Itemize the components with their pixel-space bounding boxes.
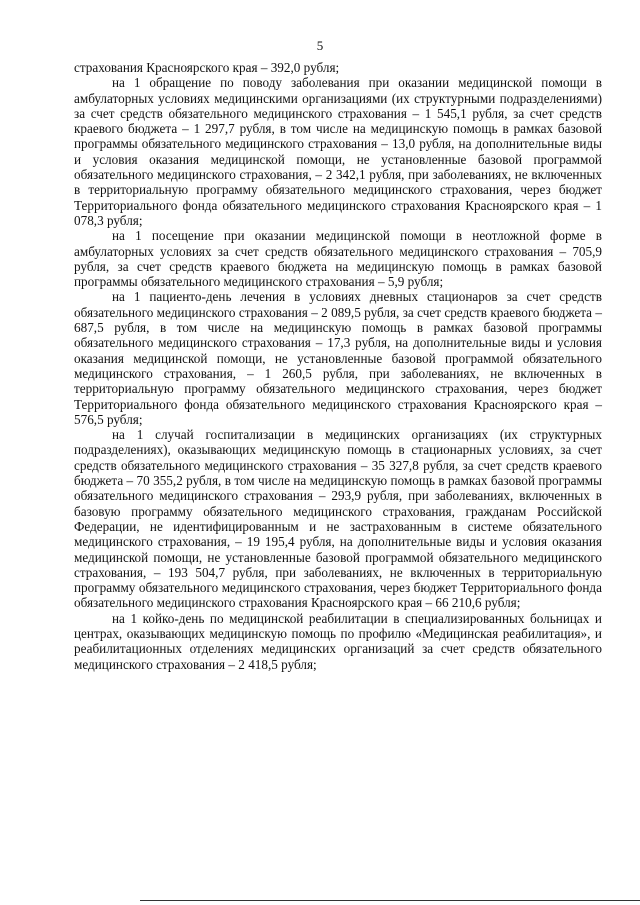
bottom-rule [140, 900, 640, 901]
paragraph-hospitalization: на 1 случай госпитализации в медицинских организациях (их структурных подразделениях), оказывающих медицинскую помощь в стационарных условиях, за счет средств обязательного медицинского страхования – 35 327,8 рубля, за счет средств краевого бюджета – 70 355,2 рубля, в том числе на медицинскую помощь в рамках базовой программы обязательного медицинского страхования – 293,9 рубля, при заболеваниях, включенных в базовую программу обязательного медицинского страхования, гражданам Российской Федерации, не идентифицированным и не застрахованным в системе обязательного медицинского страхования, – 19 195,4 рубля, на дополнительные виды и условия оказания медицинской помощи, не установленные базовой программой обязательного медицинского страхования, – 193 504,7 рубля, при заболеваниях, не включенных в территориальную программу обязательного медицинского страхования, через бюджет Территориального фонда обязательного медицинского страхования Красноярского края – 66 210,6 рубля; [74, 427, 602, 611]
page-number: 5 [316, 38, 324, 53]
paragraph-ambulatory-visit: на 1 обращение по поводу заболевания при оказании медицинской помощи в амбулаторных условиях медицинскими организациями (их структурными подразделениями) за счет средств обязательного медицинского страхования – 1 545,1 рубля, за счет средств краевого бюджета – 1 297,7 рубля, в том числе на медицинскую помощь в рамках базовой программы обязательного медицинского страхования – 13,0 рубля, на дополнительные виды и условия оказания медицинской помощи, не установленные базовой программой обязательного медицинского страхования, – 2 342,1 рубля, при заболеваниях, не включенных в территориальную программу обязательного медицинского страхования, через бюджет Территориального фонда обязательного медицинского страхования Красноярского края – 1 078,3 рубля; [74, 75, 602, 228]
paragraph-emergency-visit: на 1 посещение при оказании медицинской помощи в неотложной форме в амбулаторных условиях за счет средств обязательного медицинского страхования – 705,9 рубля, за счет средств краевого бюджета на медицинскую помощь в рамках базовой программы обязательного медицинского страхования – 5,9 рубля; [74, 228, 602, 290]
paragraph-continuation: страхования Красноярского края – 392,0 рубля; [74, 60, 340, 75]
paragraph-rehabilitation: на 1 койко-день по медицинской реабилитации в специализированных больницах и центрах, оказывающих медицинскую помощь по профилю «Медицинская реабилитация», и реабилитационных отделениях медицинских организаций за счет средств обязательного медицинского страхования – 2 418,5 рубля; [74, 610, 602, 672]
document-body [74, 60, 602, 672]
paragraph-day-hospital: на 1 пациенто-день лечения в условиях дневных стационаров за счет средств обязательного медицинского страхования – 2 089,5 рубля, за счет средств краевого бюджета – 687,5 рубля, в том числе на медицинскую помощь в рамках базовой программы обязательного медицинского страхования – 17,3 рубля, на дополнительные виды и условия оказания медицинской помощи, не установленные базовой программой обязательного медицинского страхования, – 1 260,5 рубля, при заболеваниях, не включенных в территориальную программу обязательного медицинского страхования, через бюджет Территориального фонда обязательного медицинского страхования Красноярского края – 576,5 рубля; [74, 289, 602, 427]
